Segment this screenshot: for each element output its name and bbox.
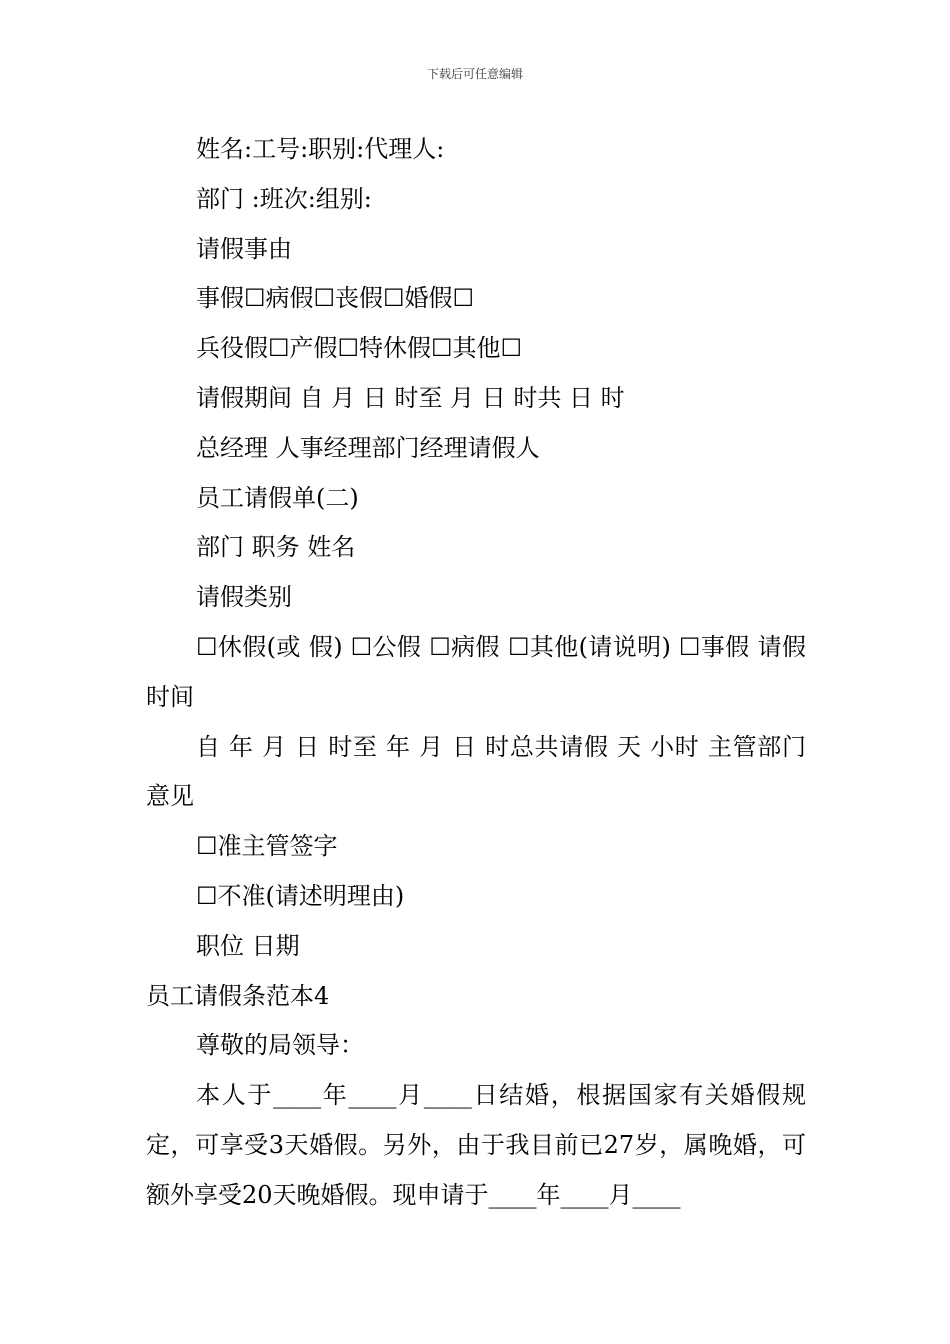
form-line-department-fields: 部门 :班次:组别: [196, 184, 372, 213]
form-line-dept-position-name: 部门 职务 姓名 [196, 533, 356, 562]
form-line-reject: ☐不准(请述明理由) [196, 881, 405, 910]
document-body [146, 125, 806, 1221]
form-line-leave-reason: 请假事由 [196, 234, 292, 263]
form-line-approve: ☐准主管签字 [196, 832, 338, 861]
form-paragraph-leave-time: 自 年 月 日 时至 年 月 日 时总共请假 天 小时 主管部门意见 [146, 732, 806, 811]
form-line-name-fields: 姓名:工号:职别:代理人: [196, 135, 445, 163]
form-line-leave-period: 请假期间 自 月 日 时至 月 日 时共 日 时 [196, 383, 625, 412]
form-paragraph-leave-category-options: ☐休假(或 假) ☐公假 ☐病假 ☐其他(请说明) ☐事假 请假时间 [146, 632, 806, 711]
form-line-leave-types-1: 事假☐病假☐丧假☐婚假☐ [196, 284, 475, 313]
form-line-signatures: 总经理 人事经理部门经理请假人 [196, 433, 540, 462]
form-line-position-date: 职位 日期 [196, 931, 300, 960]
section-title-form-2: 员工请假单(二) [196, 483, 359, 512]
letter-body-paragraph: 本人于____年____月____日结婚，根据国家有关婚假规定，可享受3天婚假。另外，由于我目前已27岁，属晚婚，可额外享受20天晚婚假。现申请于____年____月____ [146, 1081, 806, 1209]
letter-salutation: 尊敬的局领导： [196, 1031, 364, 1060]
section-title-sample-4: 员工请假条范本4 [146, 981, 330, 1010]
page-header-note: 下载后可任意编辑 [426, 67, 523, 81]
form-line-leave-category: 请假类别 [196, 583, 292, 612]
form-line-leave-types-2: 兵役假☐产假☐特休假☐其他☐ [196, 334, 523, 363]
